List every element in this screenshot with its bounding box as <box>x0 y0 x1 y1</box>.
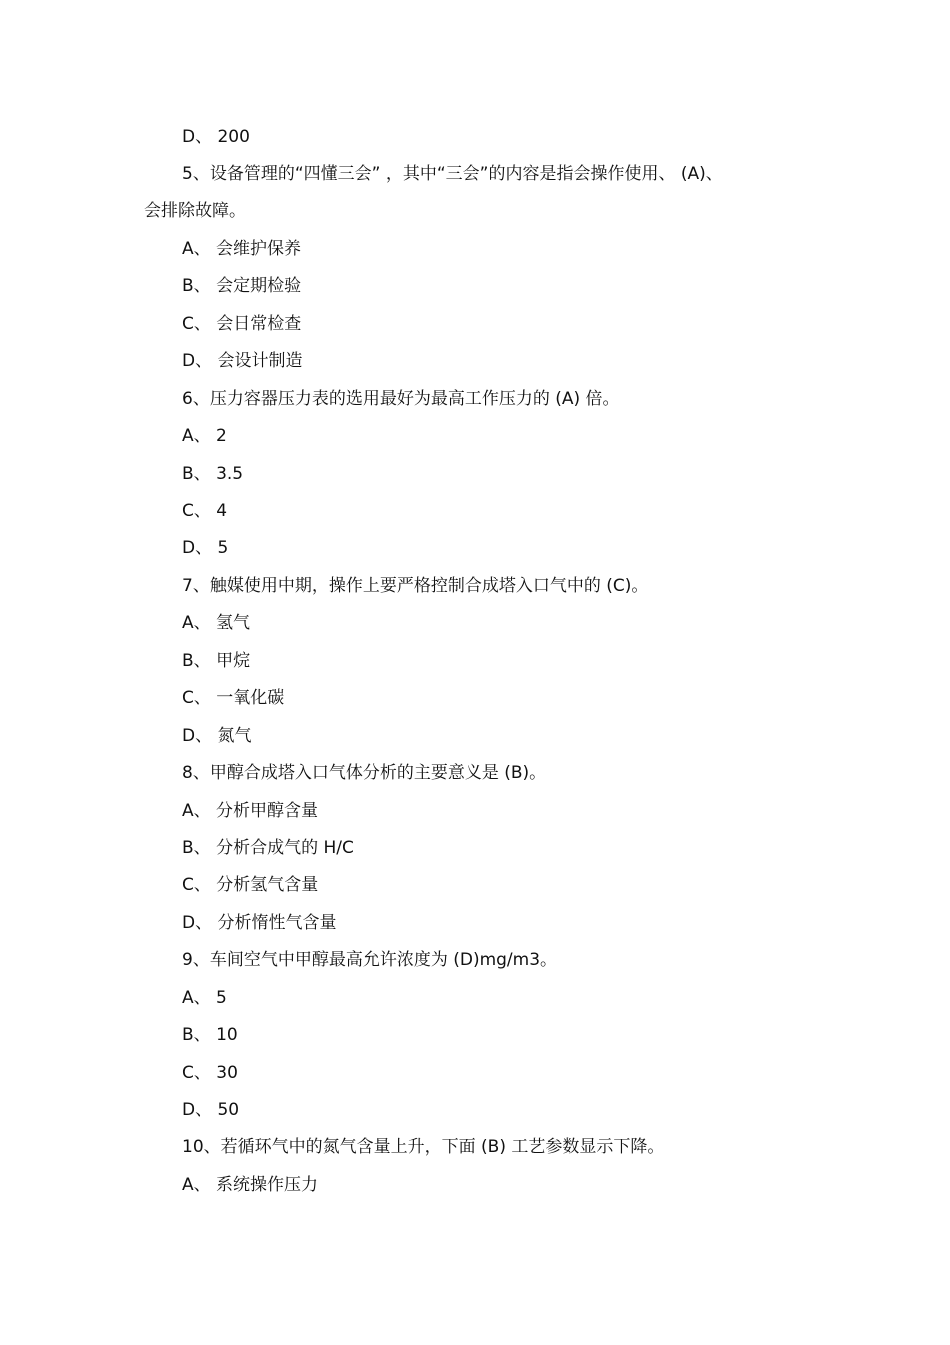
question-7: 7、触媒使用中期，操作上要严格控制合成塔入口气中的 (C)。 <box>182 576 649 596</box>
option-line: C、 30 <box>182 1063 238 1083</box>
option-line: D、 5 <box>182 538 229 558</box>
question-8: 8、甲醇合成塔入口气体分析的主要意义是 (B)。 <box>182 763 547 783</box>
question-6: 6、压力容器压力表的选用最好为最高工作压力的 (A) 倍。 <box>182 389 620 409</box>
option-line: C、 会日常检查 <box>182 314 302 334</box>
option-line: D、 氮气 <box>182 726 252 746</box>
question-5: 5、设备管理的“四懂三会” ，其中“三会”的内容是指会操作使用、 (A)、 <box>182 164 723 184</box>
option-line: B、 会定期检验 <box>182 276 302 296</box>
option-line: C、 4 <box>182 501 228 521</box>
option-line: C、 一氧化碳 <box>182 688 285 708</box>
option-line: B、 10 <box>182 1025 238 1045</box>
option-line: A、 2 <box>182 426 227 446</box>
question-10: 10、若循环气中的氮气含量上升，下面 (B) 工艺参数显示下降。 <box>182 1137 665 1157</box>
option-line: B、 3.5 <box>182 464 244 484</box>
option-line: A、 5 <box>182 988 227 1008</box>
option-line: D、 200 <box>182 127 250 147</box>
option-line: A、 会维护保养 <box>182 239 302 259</box>
option-line: A、 分析甲醇含量 <box>182 801 319 821</box>
question-9: 9、车间空气中甲醇最高允许浓度为 (D)mg/m3。 <box>182 950 558 970</box>
option-line: B、 甲烷 <box>182 651 251 671</box>
option-line: A、 系统操作压力 <box>182 1175 319 1195</box>
option-line: A、 氢气 <box>182 613 251 633</box>
option-line: C、 分析氢气含量 <box>182 875 319 895</box>
option-line: B、 分析合成气的 H/C <box>182 838 354 858</box>
option-line: D、 分析惰性气含量 <box>182 913 337 933</box>
option-line: D、 会设计制造 <box>182 351 303 371</box>
option-line: D、 50 <box>182 1100 240 1120</box>
question-5-cont: 会排除故障。 <box>144 201 246 221</box>
